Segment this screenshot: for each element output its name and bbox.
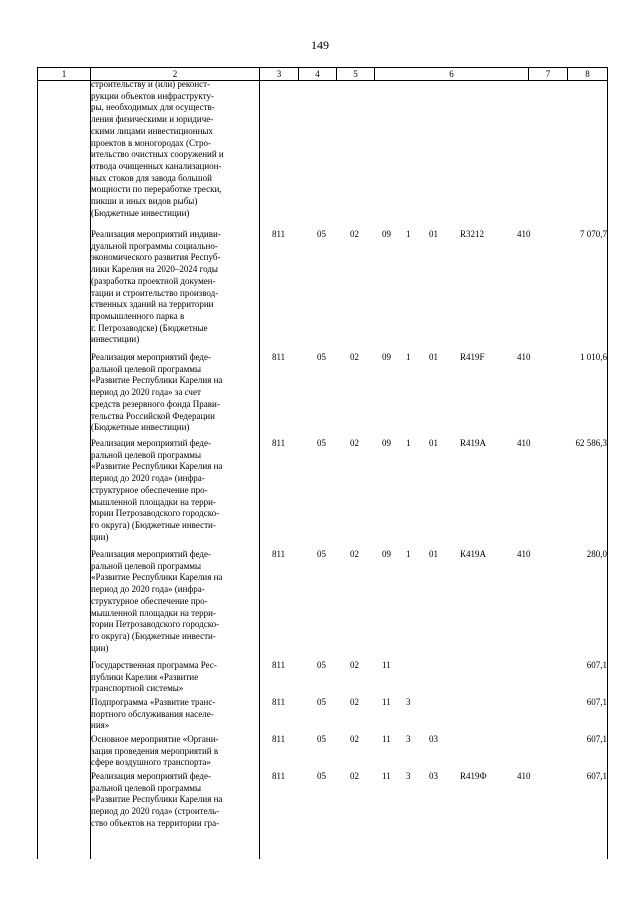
description-line: зация проведения мероприятий в xyxy=(91,745,219,756)
description-line: строительству и (или) реконст- xyxy=(91,79,211,89)
cell-program: 09 xyxy=(382,229,391,239)
description-line: (Бюджетные инвестиции) xyxy=(91,207,190,218)
description-line: Подпрограмма «Развитие транс- xyxy=(91,697,216,707)
cell-subprogram: 3 xyxy=(406,697,411,707)
header-col-2: 2 xyxy=(91,68,260,80)
cell-amount: 607,1 xyxy=(586,734,607,744)
description-line: публики Карелия «Развитие xyxy=(91,671,199,682)
description-line: экономического развития Респуб- xyxy=(91,252,221,263)
cell-program: 11 xyxy=(382,660,391,670)
cell-direction: R419A xyxy=(460,438,487,448)
cell-program: 09 xyxy=(382,438,391,448)
cell-amount: 7 070,7 xyxy=(580,229,607,239)
cell-ministry: 811 xyxy=(272,771,286,781)
description-line: Реализация мероприятий феде- xyxy=(91,549,212,559)
description-line: средств резервного фонда Прави- xyxy=(91,398,220,409)
cell-program: 11 xyxy=(382,771,391,781)
description-line: период до 2020 года» за счет xyxy=(91,387,201,398)
description-line: транспортной системы» xyxy=(91,683,184,694)
description-line: проектов в моногородах (Стро- xyxy=(91,137,211,148)
cell-subsection: 02 xyxy=(350,734,359,744)
cell-section: 05 xyxy=(317,549,326,559)
row-description xyxy=(91,771,259,830)
description-line: ции) xyxy=(91,531,109,542)
description-line: ния» xyxy=(91,720,110,731)
description-line: ных стоков для завода большой xyxy=(91,172,212,183)
description-line: отвода очищенных канализацион- xyxy=(91,160,222,171)
cell-subprogram: 1 xyxy=(406,438,411,448)
cell-activity: 01 xyxy=(429,352,438,362)
description-line: тельства Российской Федерации xyxy=(91,410,215,421)
cell-amount: 607,1 xyxy=(586,697,607,707)
cell-subsection: 02 xyxy=(350,549,359,559)
row-description xyxy=(91,549,259,654)
cell-amount: 62 586,3 xyxy=(575,438,607,448)
cell-ministry: 811 xyxy=(272,438,286,448)
cell-subprogram: 1 xyxy=(406,352,411,362)
cell-subsection: 02 xyxy=(350,697,359,707)
cell-expense-type: 410 xyxy=(517,352,531,362)
description-line: «Развитие Республики Карелия на xyxy=(91,794,223,805)
description-line: тации и строительство производ- xyxy=(91,287,219,298)
cell-activity: 01 xyxy=(429,549,438,559)
column-divider xyxy=(259,79,260,859)
description-line: ральной целевой программы xyxy=(91,782,202,793)
description-line: «Развитие Республики Карелия на xyxy=(91,375,223,386)
cell-section: 05 xyxy=(317,734,326,744)
description-line: ральной целевой программы xyxy=(91,560,202,571)
cell-amount: 607,1 xyxy=(586,660,607,670)
row-description xyxy=(91,697,259,732)
cell-section: 05 xyxy=(317,352,326,362)
cell-ministry: 811 xyxy=(272,697,286,707)
description-line: сфере воздушного транспорта» xyxy=(91,757,211,768)
description-line: Реализация мероприятий феде- xyxy=(91,352,212,362)
cell-subsection: 02 xyxy=(350,352,359,362)
cell-expense-type: 410 xyxy=(517,438,531,448)
cell-subprogram: 3 xyxy=(406,734,411,744)
description-line: тории Петрозаводского городско- xyxy=(91,508,220,519)
cell-subsection: 02 xyxy=(350,438,359,448)
cell-expense-type: 410 xyxy=(517,229,531,239)
table-body xyxy=(37,79,608,859)
cell-program: 11 xyxy=(382,697,391,707)
cell-subsection: 02 xyxy=(350,229,359,239)
description-line: «Развитие Республики Карелия на xyxy=(91,461,223,472)
description-line: ции) xyxy=(91,642,109,653)
cell-direction: R419Ф xyxy=(460,771,487,781)
cell-subprogram: 3 xyxy=(406,771,411,781)
description-line: ство объектов на территории гра- xyxy=(91,817,220,828)
row-description xyxy=(91,660,259,695)
header-col-7: 7 xyxy=(529,68,568,80)
description-line: лики Карелия на 2020–2024 годы xyxy=(91,264,218,275)
cell-subsection: 02 xyxy=(350,771,359,781)
description-line: период до 2020 года» (строитель- xyxy=(91,806,220,817)
header-col-8: 8 xyxy=(585,69,590,79)
cell-ministry: 811 xyxy=(272,229,286,239)
cell-direction: К419А xyxy=(460,549,487,559)
description-line: мышленной площадки на терри- xyxy=(91,607,216,618)
description-line: промышленного парка в xyxy=(91,310,185,321)
cell-section: 05 xyxy=(317,771,326,781)
cell-expense-type: 410 xyxy=(517,771,531,781)
cell-ministry: 811 xyxy=(272,660,286,670)
cell-subsection: 02 xyxy=(350,660,359,670)
description-line: рукции объектов инфраструкту- xyxy=(91,90,214,101)
description-line: Основное мероприятие «Органи- xyxy=(91,734,219,744)
description-line: Реализация мероприятий индиви- xyxy=(91,229,221,239)
header-col-3: 3 xyxy=(260,68,299,80)
header-col-5: 5 xyxy=(337,68,375,80)
description-line: ительство очистных сооружений и xyxy=(91,149,224,160)
cell-activity: 03 xyxy=(429,771,438,781)
description-line: Реализация мероприятий феде- xyxy=(91,438,212,448)
row-description xyxy=(91,352,259,434)
row-description xyxy=(91,79,259,219)
cell-ministry: 811 xyxy=(272,352,286,362)
cell-section: 05 xyxy=(317,229,326,239)
header-col-4: 4 xyxy=(299,68,337,80)
cell-activity: 01 xyxy=(429,229,438,239)
description-line: ральной целевой программы xyxy=(91,449,202,460)
description-line: дуальной программы социально- xyxy=(91,240,218,251)
cell-section: 05 xyxy=(317,438,326,448)
description-line: ления физическими и юридиче- xyxy=(91,114,214,125)
header-col-1: 1 xyxy=(38,68,91,80)
description-line: ственных зданий на территории xyxy=(91,299,214,310)
cell-direction: R3212 xyxy=(460,229,485,239)
description-line: Государственная программа Рес- xyxy=(91,660,217,670)
description-line: скими лицами инвестиционных xyxy=(91,125,213,136)
cell-program: 11 xyxy=(382,734,391,744)
description-line: (Бюджетные инвестиции) xyxy=(91,422,190,433)
cell-section: 05 xyxy=(317,660,326,670)
description-line: го округа) (Бюджетные инвести- xyxy=(91,630,216,641)
description-line: пикши и иных видов рыбы) xyxy=(91,196,198,207)
description-line: портного обслуживания населе- xyxy=(91,708,214,719)
page-number: 149 xyxy=(311,38,329,52)
row-description xyxy=(91,734,259,769)
description-line: структурное обеспечение про- xyxy=(91,484,208,495)
description-line: г. Петрозаводске) (Бюджетные xyxy=(91,322,208,333)
description-line: тории Петрозаводского городско- xyxy=(91,619,220,630)
description-line: (разработка проектной докумен- xyxy=(91,275,216,286)
description-line: Реализация мероприятий феде- xyxy=(91,771,212,781)
description-line: ральной целевой программы xyxy=(91,363,202,374)
cell-program: 09 xyxy=(382,549,391,559)
cell-ministry: 811 xyxy=(272,734,286,744)
cell-program: 09 xyxy=(382,352,391,362)
cell-direction: R419F xyxy=(460,352,485,362)
cell-expense-type: 410 xyxy=(517,549,531,559)
description-line: мощности по переработке трески, xyxy=(91,184,222,195)
cell-activity: 01 xyxy=(429,438,438,448)
description-line: период до 2020 года» (инфра- xyxy=(91,584,205,595)
cell-section: 05 xyxy=(317,697,326,707)
header-col-6: 6 xyxy=(375,68,529,80)
description-line: структурное обеспечение про- xyxy=(91,595,208,606)
cell-amount: 280,0 xyxy=(586,549,607,559)
description-line: инвестиции) xyxy=(91,334,140,345)
cell-activity: 03 xyxy=(429,734,438,744)
description-line: ры, необходимых для осуществ- xyxy=(91,102,215,113)
description-line: го округа) (Бюджетные инвести- xyxy=(91,519,216,530)
row-description xyxy=(91,438,259,543)
cell-ministry: 811 xyxy=(272,549,286,559)
cell-subprogram: 1 xyxy=(406,549,411,559)
description-line: мышленной площадки на терри- xyxy=(91,496,216,507)
row-description xyxy=(91,229,259,346)
description-line: период до 2020 года» (инфра- xyxy=(91,473,205,484)
cell-subprogram: 1 xyxy=(406,229,411,239)
cell-amount: 1 010,6 xyxy=(580,352,607,362)
description-line: «Развитие Республики Карелия на xyxy=(91,572,223,583)
cell-amount: 607,1 xyxy=(586,771,607,781)
